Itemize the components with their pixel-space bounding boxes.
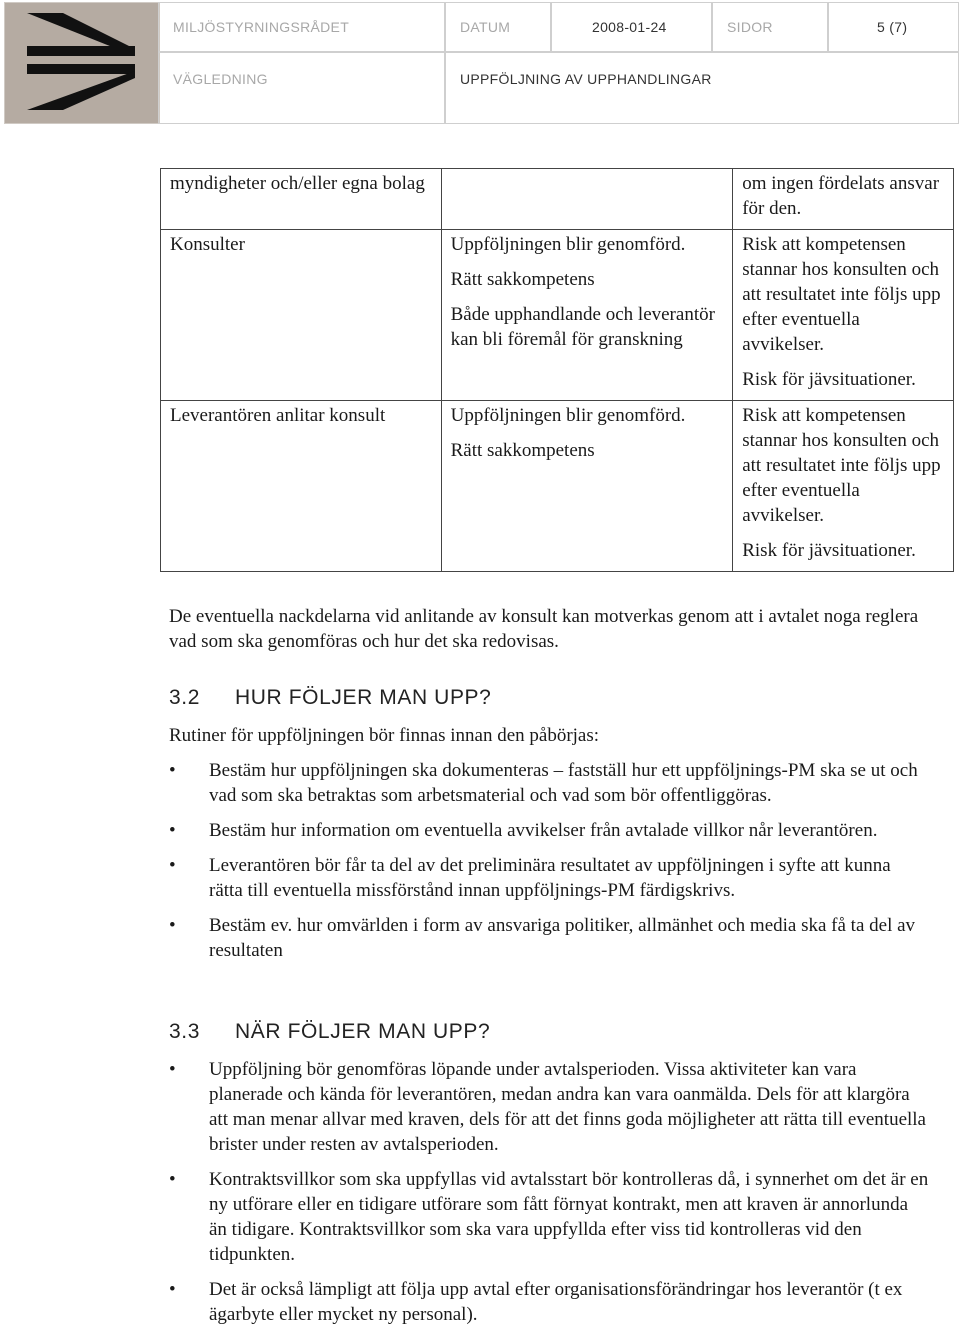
- bullet-list-3-2: [169, 758, 929, 973]
- bullet-dot-icon: •: [169, 855, 176, 876]
- list-item: [169, 1277, 929, 1327]
- cell-text: Leverantören anlitar konsult: [170, 405, 386, 426]
- list-item: [169, 1167, 929, 1267]
- list-item-text: Bestäm hur information om eventuella avvikelser från avtalade villkor når leverantören.: [209, 820, 878, 841]
- list-item: [169, 758, 929, 808]
- consultant-table: [160, 168, 954, 572]
- cell-text: Uppföljningen blir genomförd.: [450, 234, 686, 255]
- table-row: [161, 230, 954, 401]
- page-header: [4, 2, 959, 124]
- table-cell-who: [161, 169, 442, 230]
- cell-text: Risk att kompetensen stannar hos konsulten och att resultatet inte följs upp efter eventuella avvikelser.: [742, 234, 941, 355]
- section-number: 3.2: [169, 686, 200, 709]
- header-date-label: DATUM: [445, 2, 551, 52]
- table-cell-who: [161, 401, 442, 572]
- cell-text: Uppföljningen blir genomförd.: [450, 405, 686, 426]
- section-lead: Rutiner för uppföljningen bör finnas innan den påbörjas:: [169, 725, 600, 746]
- header-pages-value: 5 (7): [828, 2, 959, 52]
- cell-text: Både upphandlande och leverantör kan bli föremål för granskning: [450, 304, 715, 350]
- header-date-value: 2008-01-24: [551, 2, 712, 52]
- cell-text: Konsulter: [170, 234, 245, 255]
- cell-text: Rätt sakkompetens: [450, 440, 595, 461]
- section-heading-3-3: [169, 1020, 490, 1044]
- table-cell-pros: [441, 230, 733, 401]
- cell-text: Rätt sakkompetens: [450, 269, 595, 290]
- cell-text: myndigheter och/eller egna bolag: [170, 173, 425, 194]
- list-item: [169, 818, 929, 843]
- bullet-list-3-3: [169, 1057, 929, 1337]
- list-item: [169, 1057, 929, 1157]
- list-item-text: Kontraktsvillkor som ska uppfyllas vid avtalsstart bör kontrolleras då, i synnerhet om det är en ny utförare eller en tidigare utförare som fått förnyat kontrakt, men att kraven är annorlunda än tidigare. Kontraktsvillkor som ska vara uppfyllda efter viss tid kontrolleras vid den tidpunkten.: [209, 1169, 929, 1265]
- table-cell-cons: [733, 169, 954, 230]
- header-doc-type: VÄGLEDNING: [158, 52, 445, 124]
- list-item-text: Bestäm hur uppföljningen ska dokumenteras – fastställ hur ett uppföljnings-PM ska se ut och vad som ska betraktas som arbetsmaterial och vad som bör offentliggöras.: [209, 760, 918, 806]
- bullet-dot-icon: •: [169, 760, 176, 781]
- bullet-dot-icon: •: [169, 915, 176, 936]
- section-title: NÄR FÖLJER MAN UPP?: [235, 1020, 491, 1043]
- table-cell-pros: [441, 401, 733, 572]
- table-row: [161, 169, 954, 230]
- header-org: MILJÖSTYRNINGSRÅDET: [158, 2, 445, 52]
- cell-text: Risk att kompetensen stannar hos konsulten och att resultatet inte följs upp efter eventuella avvikelser.: [742, 405, 941, 526]
- table-cell-cons: [733, 230, 954, 401]
- table-row: [161, 401, 954, 572]
- bullet-dot-icon: •: [169, 1169, 176, 1190]
- bullet-dot-icon: •: [169, 1059, 176, 1080]
- section-heading-3-2: [169, 686, 491, 710]
- bullet-dot-icon: •: [169, 820, 176, 841]
- cell-text: Risk för jävsituationer.: [742, 540, 916, 561]
- cell-text: Risk för jävsituationer.: [742, 369, 916, 390]
- logo: [4, 2, 160, 124]
- list-item: [169, 913, 929, 963]
- list-item-text: Uppföljning bör genomföras löpande under avtalsperioden. Vissa aktiviteter kan vara planerade och kända för leverantören, medan andra kan vara oanmälda. Dels för att klargöra att man menar allvar med kraven, dels för att det finns goda möjligheter att rätta till eventuella brister under resten av avtalsperioden.: [209, 1059, 926, 1155]
- cell-text: om ingen fördelats ansvar för den.: [742, 173, 940, 219]
- list-item-text: Leverantören bör får ta del av det preliminära resultatet av uppföljningen i syfte att kunna rätta till eventuella missförstånd innan uppföljnings-PM färdigskrivs.: [209, 855, 891, 901]
- header-doc-title: UPPFÖLJNING AV UPPHANDLINGAR: [445, 52, 959, 124]
- section-title: HUR FÖLJER MAN UPP?: [235, 686, 492, 709]
- list-item-text: Det är också lämpligt att följa upp avtal efter organisationsförändringar hos leverantör (t ex ägarbyte eller mycket ny personal).: [209, 1279, 903, 1325]
- list-item: [169, 853, 929, 903]
- section-number: 3.3: [169, 1020, 200, 1043]
- list-item-text: Bestäm ev. hur omvärlden i form av ansvariga politiker, allmänhet och media ska få ta del av resultaten: [209, 915, 916, 961]
- table-cell-who: [161, 230, 442, 401]
- table-cell-pros: [441, 169, 733, 230]
- bullet-dot-icon: •: [169, 1279, 176, 1300]
- msr-logo-icon: [5, 3, 159, 123]
- intro-paragraph: De eventuella nackdelarna vid anlitande av konsult kan motverkas genom att i avtalet noga reglera vad som ska genomföras och hur det ska redovisas.: [169, 606, 919, 652]
- table-cell-cons: [733, 401, 954, 572]
- header-pages-label: SIDOR: [712, 2, 828, 52]
